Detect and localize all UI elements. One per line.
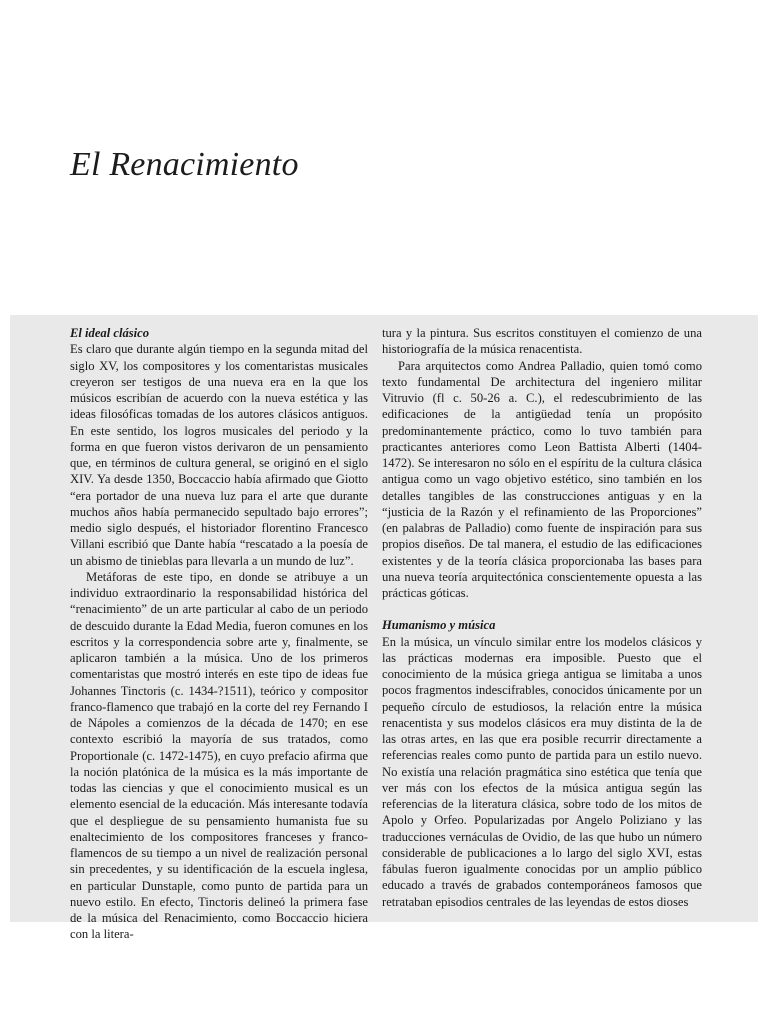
section-heading-humanismo-musica: Humanismo y música [382,618,496,633]
section-heading-ideal-clasico: El ideal clásico [70,326,150,340]
paragraph: Metáforas de este tipo, en donde se atribuye a un individuo extraordinario la responsabilidad histórica del “renacimiento” de un arte particular al cabo de un periodo de descuido durante la Edad Media, fueron comunes en los escritos y la correspondencia sobre arte y, finalmente, se aplicaron también a la música. Uno de los primeros comentaristas que mostró interés en este tipo de ideas fue Johannes Tinctoris (c. 1434-?1511), teórico y compositor franco-flamenco que trabajó en la corte del rey Fernando I de Nápoles a comienzos de la década de 1470; en ese contexto escribió la mayoría de sus tratados, como Proportionale (c. 1472-1475), en cuyo prefacio afirma que la noción platónica de la música es la más importante de todas las ciencias y que el conocimiento musical es un elemento esencial de la educación. Más interesante todavía que el despliegue de su pensamiento humanista fue su enaltecimiento de los compositores franceses y franco-flamencos de su tiempo a un nivel de realización personal sin precedentes, y su identificación de la escuela inglesa, en particular Dunstaple, como punto de partida para un nuevo estilo. En efecto, Tinctoris delineó la primera fase de la música del Renacimiento, como Boccaccio hiciera con la litera- [70,569,368,942]
left-column [70,325,368,943]
paragraph: Es claro que durante algún tiempo en la segunda mitad del siglo XV, los compositores y los comentaristas musicales creyeron ser testigos de una nueva era en la que los músicos escribían de acuerdo con la nueva estética y las ideas filosóficas tomadas de los autores clásicos antiguos. En este sentido, los logros musicales del periodo y la forma en que fueron vistos derivaron de un pensamiento que, en términos de cultura general, se originó en el siglo XIV. Ya desde 1350, Boccaccio había afirmado que Giotto “era portador de una nueva luz para el arte que durante muchos años había permanecido sepultado bajo errores”; medio siglo después, el historiador florentino Francesco Villani escribió que Dante había “rescatado a la poesía de un abismo de tinieblas para llevarla a un mundo de luz”. [70,342,368,568]
chapter-title: El Renacimiento [70,146,299,183]
paragraph: En la música, un vínculo similar entre los modelos clásicos y las prácticas modernas era imposible. Puesto que el conocimiento de la música griega antigua se limitaba a unos pocos fragmentos indescifrables, conocidos únicamente por un pequeño círculo de estudiosos, la relación entre la música renacentista y sus modelos clásicos era muy distinta de la de las otras artes, en las que era posible recurrir directamente a referencias reales como punto de partida para un estilo nuevo. No existía una relación pragmática sino estética que tenía que ver más con los efectos de la música antigua según las referencias de la literatura clásica, sobre todo de los mitos de Apolo y Orfeo. Popularizadas por Angelo Poliziano y las traducciones vernáculas de Ovidio, de las que hubo un número considerable de publicaciones a lo largo del siglo XVI, estas fábulas fueron igualmente conocidas por un amplio público educado a través de grabados contemporáneos famosos que retrataban episodios centrales de las leyendas de estos dioses [382,634,702,909]
paragraph: Para arquitectos como Andrea Palladio, quien tomó como texto fundamental De architectura del ingeniero militar Vitruvio (fl c. 50-26 a. C.), el redescubrimiento de las edificaciones de la antigüedad tenía un propósito predominantemente práctico, como lo tuvo también para practicantes anteriores como Leon Battista Alberti (1404-1472). Se interesaron no sólo en el espíritu de la cultura clásica antigua como un vago objetivo estético, sino también en los detalles tangibles de las construcciones antiguas y en la “justicia de la Razón y el refinamiento de las Proporciones” (en palabras de Palladio) como fuente de inspiración para sus propios diseños. De tal manera, el estudio de las edificaciones existentes y de la teoría clásica proporcionaba las bases para una nueva teoría arquitectónica conscientemente opuesta a las prácticas góticas. [382,358,702,600]
paragraph-continuation: tura y la pintura. Sus escritos constituyen el comienzo de una historiografía de la música renacentista. [382,326,702,357]
right-column [382,325,702,910]
